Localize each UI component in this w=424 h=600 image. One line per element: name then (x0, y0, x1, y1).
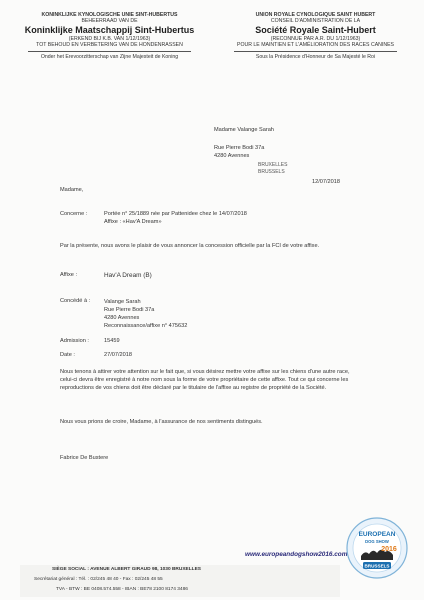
letterhead-left-line3: (ERKEND BIJ K.B. VAN 1/12/1963) (68, 35, 151, 42)
letterhead-right-line3: (RECONNUE PAR A.R. DU 1/12/1963) (270, 35, 361, 42)
letterhead-right-line2: CONSEIL D'ADMINISTRATION DE LA (270, 18, 361, 25)
letterhead-right-line4: POUR LE MAINTIEN ET L'AMÉLIORATION DES RACES CANINES (236, 42, 395, 49)
letterhead-right-line1: UNION ROYALE CYNOLOGIQUE SAINT HUBERT (255, 12, 376, 18)
date-value: 27/07/2018 (104, 352, 132, 358)
letterhead-left-line5: Onder het Erevoorzitterschap van Zijne Majesteit de Koning (40, 53, 179, 60)
european-dog-show-logo (345, 516, 409, 580)
subject-label: Concerne : (60, 211, 88, 217)
footer-line3: TVA - BTW : BE 0408.574.558 - IBAN : BE78 2100 8174 3486 (56, 587, 188, 592)
admission-label: Admission : (60, 338, 89, 344)
subject-line1: Portée n° 25/1889 née par Pattenidee chez le 14/07/2018 (104, 211, 247, 217)
signature: Fabrice De Bustere (60, 455, 109, 461)
closing-paragraph: Nous vous prions de croire, Madame, à l'assurance de nos sentiments distingués. (60, 419, 263, 425)
letterhead-right-title: Société Royale Saint-Hubert (255, 24, 376, 35)
website-url: www.europeandogshow2016.com (245, 551, 348, 558)
concession-line: Reconnaissance/affixe n° 475632 (104, 323, 188, 329)
stamp-line2: BRUSSELS (258, 169, 285, 175)
logo-top-text: EUROPEAN (358, 531, 396, 538)
letterhead-left-title: Koninklijke Maatschappij Sint-Hubertus (24, 24, 195, 35)
letter-date: 12/07/2018 (312, 179, 340, 185)
body-paragraph: Nous tenons à attirer votre attention sur le fait que, si vous désirez mettre votre affixe sur les chiens d'une autre race, celui-ci devra être enregistré à notre nom sous la forme de votre propriétaire de cette affixe. Tout ce qui concerne les reproductions de vos chiens doit être déclaré par le titulaire de l'affixe au registre de propriété de la Société. (60, 369, 350, 392)
logo-year: 2016 (381, 546, 397, 553)
letterhead-left-line4: TOT BEHOUD EN VERBETERING VAN DE HONDENRASSEN (36, 42, 183, 49)
affix-label: Affixe : (60, 272, 77, 278)
letterhead-left (22, 12, 197, 60)
logo-bottom-text: BRUSSELS (364, 563, 390, 569)
recipient-street: Rue Pierre Bodi 37a (214, 145, 265, 151)
stamp-line1: BRUXELLES (258, 162, 288, 168)
logo-middle-text: DOG SHOW (365, 539, 389, 544)
concession-line: Rue Pierre Bodi 37a (104, 307, 155, 313)
intro-paragraph: Par la présente, nous avons le plaisir de vous annoncer la concession officielle par la FCI de votre affixe. (60, 243, 320, 249)
subject-line2: Affixe : «Hav'A Dream» (104, 219, 162, 225)
letterhead-left-line2: BEHEERRAAD VAN DE (81, 18, 138, 25)
date-label: Date : (60, 352, 75, 358)
footer-line2: Secrétariat général : Tél. : 02/245 48 40 - Fax : 02/245 48 55 (34, 577, 163, 582)
letterhead-left-rule (28, 51, 191, 52)
concession-line: 4280 Avennes (104, 315, 140, 321)
affix-value: Hav'A Dream (B) (104, 272, 152, 279)
recipient-name: Madame Valange Sarah (214, 127, 274, 133)
admission-value: 15459 (104, 338, 120, 344)
concession-block (104, 298, 187, 330)
footer-line1: SIÈGE SOCIAL : AVENUE ALBERT GIRAUD 98, 1030 BRUXELLES (52, 567, 201, 572)
concession-label: Concédé à : (60, 298, 91, 304)
letterhead-left-line1: KONINKLIJKE KYNOLOGISCHE UNIE SINT-HUBERTUS (41, 12, 178, 18)
letterhead-right (228, 12, 403, 60)
concession-line: Valange Sarah (104, 299, 141, 305)
salutation: Madame, (60, 187, 84, 193)
recipient-city: 4280 Avennes (214, 153, 250, 159)
letterhead-right-line5: Sous la Présidence d'Honneur de Sa Majesté le Roi (255, 53, 376, 60)
postal-stamp (258, 162, 287, 176)
letterhead-right-rule (234, 51, 397, 52)
